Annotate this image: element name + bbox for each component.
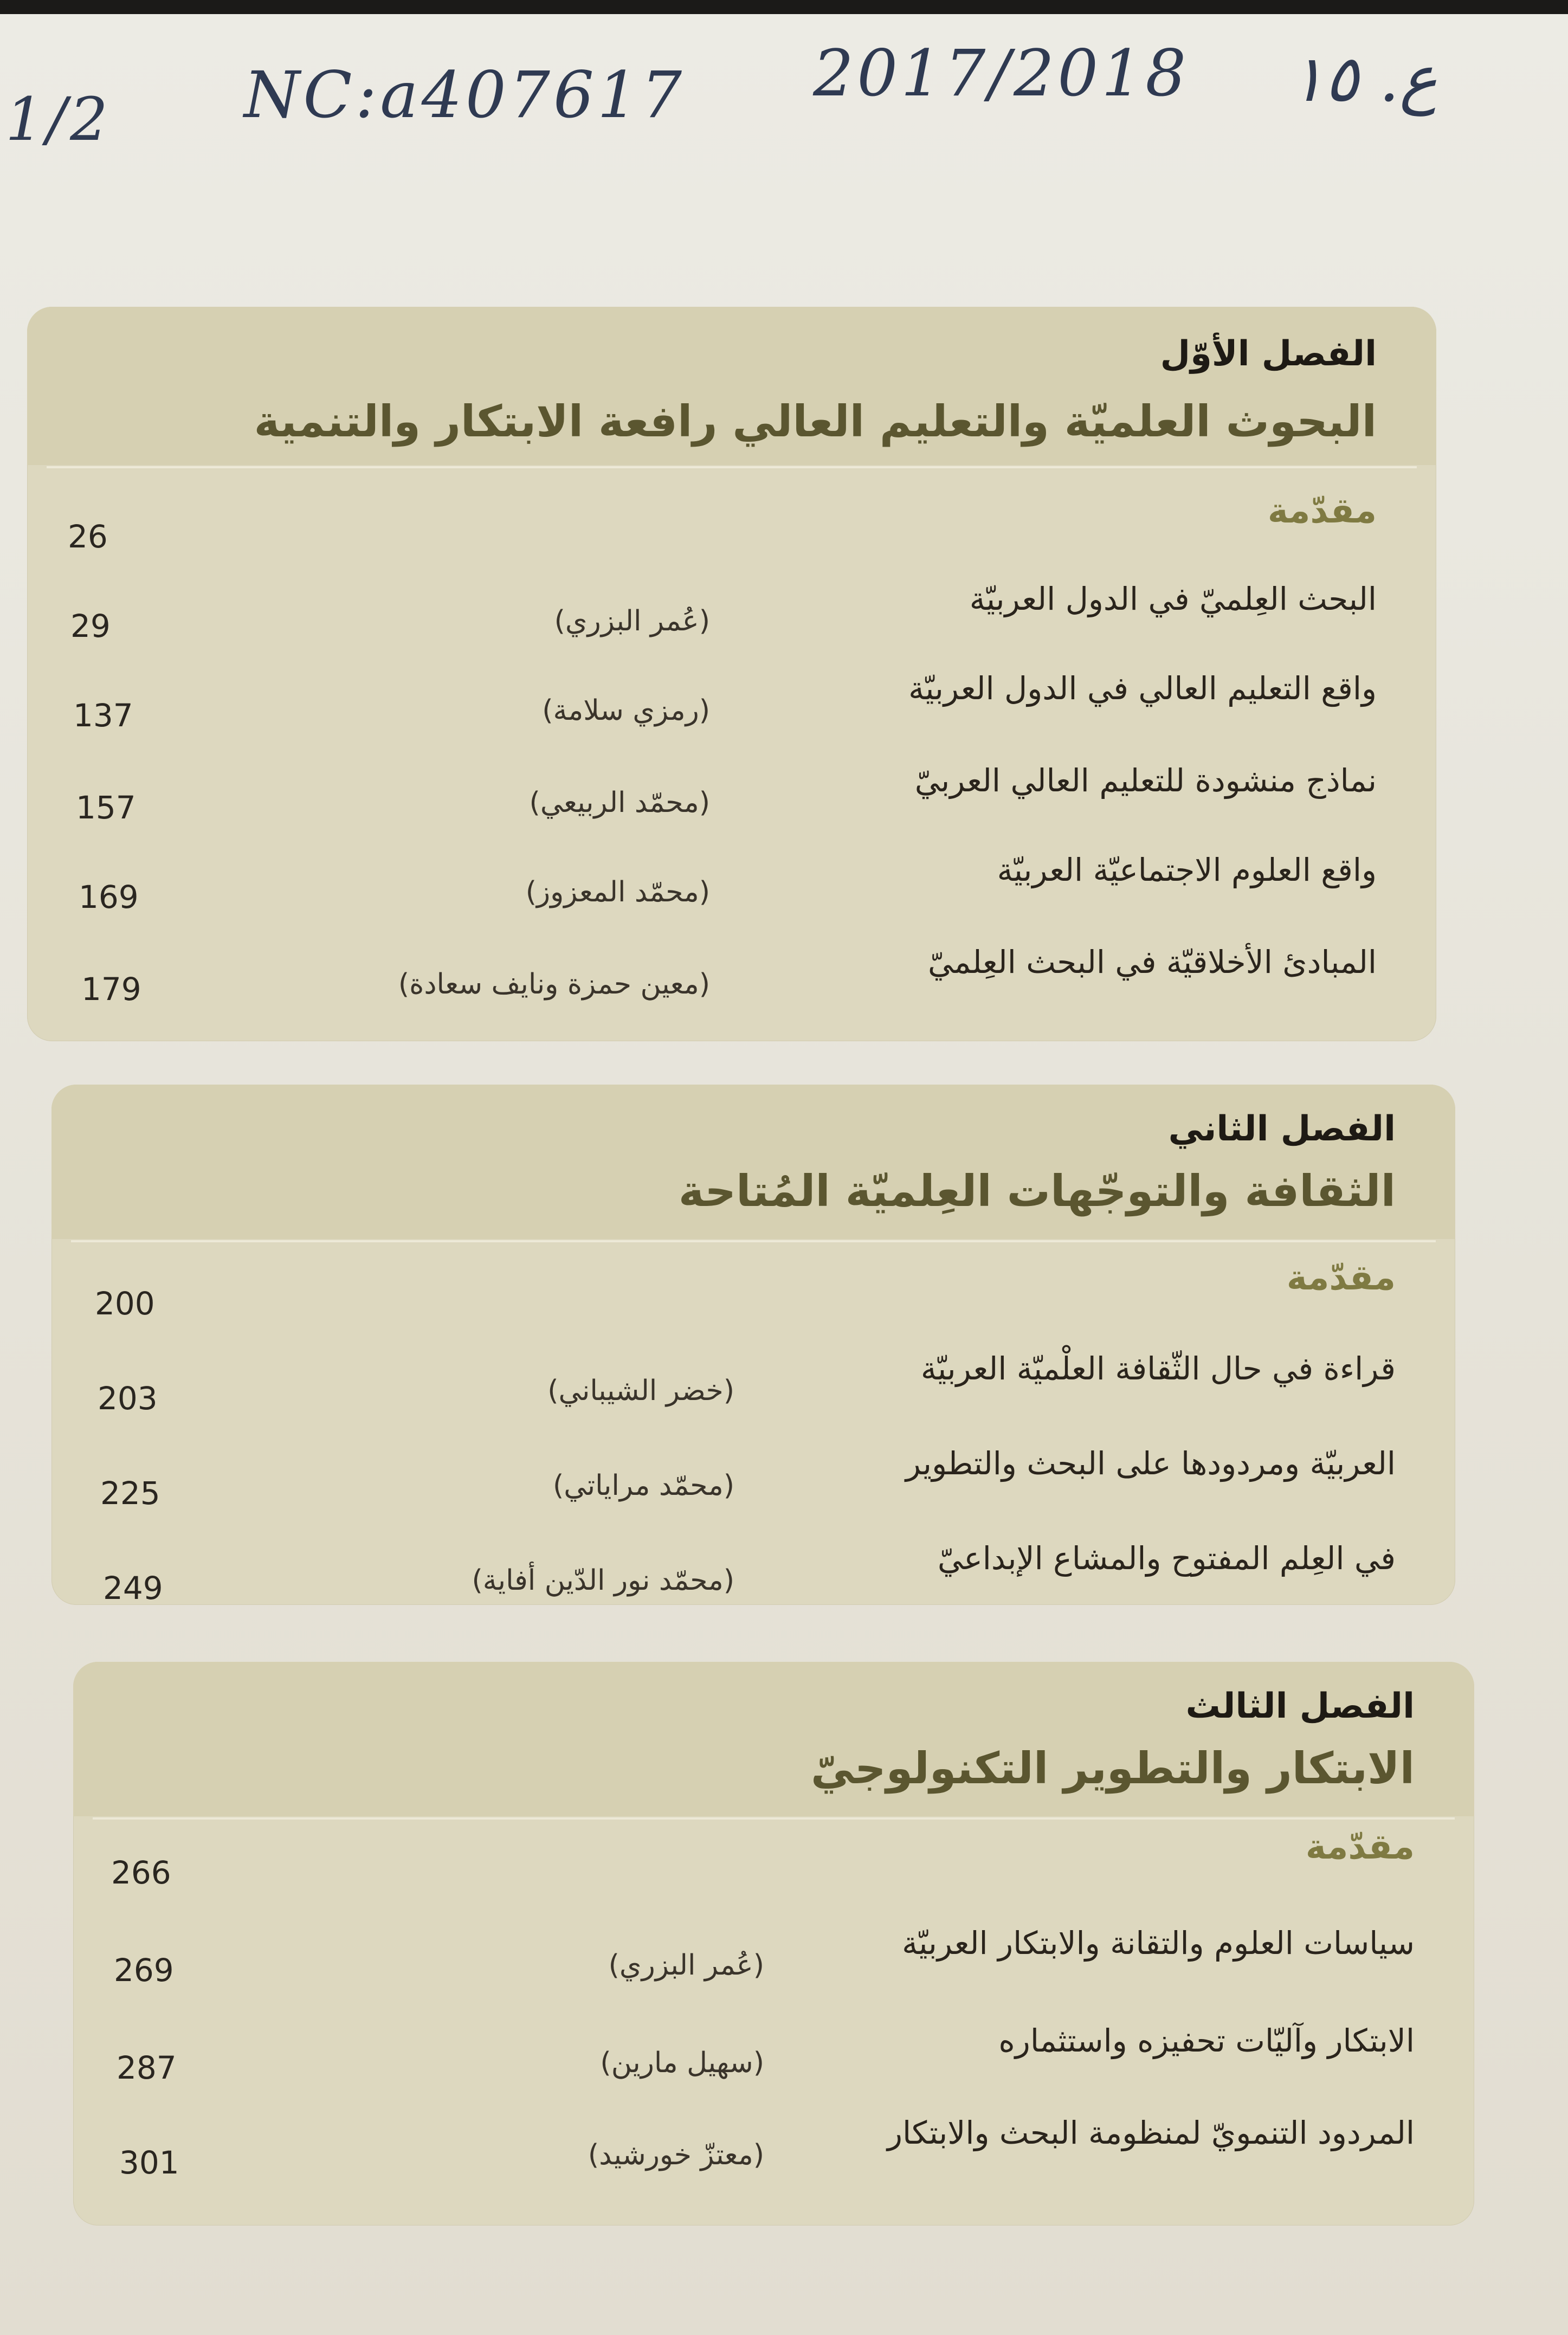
- chapter-title: الابتكار والتطوير التكنولوجيّ: [811, 1743, 1415, 1794]
- chapter-3-section: [73, 1662, 1474, 2226]
- toc-entry-title: واقع التعليم العالي في الدول العربيّة: [908, 670, 1377, 707]
- chapter-label: الفصل الأوّل: [1160, 334, 1377, 374]
- toc-entry-page: 157: [76, 789, 136, 826]
- toc-entry-title: العربيّة ومردودها على البحث والتطوير: [905, 1445, 1396, 1482]
- chapter-title: البحوث العلميّة والتعليم العالي رافعة الابتكار والتنمية: [254, 396, 1377, 447]
- toc-entry-page: 179: [81, 971, 141, 1008]
- toc-entry-title: الابتكار وآليّات تحفيزه واستثماره: [998, 2022, 1415, 2059]
- toc-entry-title: سياسات العلوم والتقانة والابتكار العربيّة: [902, 1925, 1415, 1962]
- handwritten-issue-code: ع. ١٥: [1290, 41, 1438, 116]
- toc-entry-page: 301: [119, 2144, 179, 2181]
- toc-entry-title: واقع العلوم الاجتماعيّة العربيّة: [997, 852, 1377, 888]
- toc-entry-author: (محمّد المعزوز): [525, 876, 710, 908]
- chapter-title: الثقافة والتوجّهات العِلميّة المُتاحة: [678, 1166, 1396, 1216]
- toc-entry-page: 269: [114, 1952, 174, 1989]
- toc-entry-title: في العِلم المفتوح والمشاع الإبداعيّ: [937, 1540, 1396, 1577]
- toc-entry-author: (محمّد مراياتي): [552, 1469, 734, 1502]
- toc-entry-page: 29: [70, 608, 111, 644]
- chapter-1-section: [27, 307, 1436, 1041]
- chapter-2-section: [51, 1085, 1455, 1605]
- handwritten-call-number: NC:a407617: [244, 57, 686, 132]
- intro-label: مقدّمة: [1267, 491, 1377, 531]
- intro-label: مقدّمة: [1305, 1827, 1415, 1867]
- toc-entry-author: (معين حمزة ونايف سعادة): [398, 968, 710, 1001]
- intro-page-number: 200: [95, 1285, 155, 1322]
- toc-entry-author: (سهيل مارين): [600, 2047, 764, 2079]
- toc-entry-title: نماذج منشودة للتعليم العالي العربيّ: [914, 762, 1377, 799]
- toc-entry-page: 203: [98, 1380, 158, 1417]
- handwritten-year: 2017/2018: [813, 36, 1190, 111]
- intro-label: مقدّمة: [1286, 1258, 1396, 1298]
- toc-entry-author: (محمّد نور الدّين أفاية): [472, 1564, 734, 1597]
- intro-page-number: 266: [111, 1854, 171, 1891]
- toc-entry-author: (عُمر البزري): [608, 1949, 764, 1982]
- toc-entry-title: قراءة في حال الثّقافة العلْميّة العربيّة: [920, 1350, 1396, 1387]
- toc-entry-title: البحث العِلميّ في الدول العربيّة: [969, 580, 1377, 617]
- handwritten-fraction: 1/2: [5, 85, 112, 154]
- toc-entry-page: 137: [73, 697, 133, 734]
- toc-entry-author: (خضر الشيباني): [547, 1375, 734, 1407]
- chapter-label: الفصل الثاني: [1168, 1109, 1396, 1149]
- chapter-label: الفصل الثالث: [1185, 1686, 1415, 1726]
- toc-entry-title: المردود التنمويّ لمنظومة البحث والابتكار: [887, 2114, 1415, 2151]
- divider: [71, 1240, 1436, 1242]
- toc-entry-author: (رمزي سلامة): [542, 694, 710, 727]
- toc-entry-author: (محمّد الربيعي): [529, 786, 710, 819]
- toc-entry-page: 249: [103, 1570, 163, 1607]
- top-dark-edge: [0, 0, 1568, 14]
- toc-entry-author: (معتزّ خورشيد): [588, 2139, 764, 2171]
- toc-entry-author: (عُمر البزري): [554, 605, 710, 637]
- toc-page: [0, 14, 1568, 2335]
- toc-entry-page: 287: [117, 2049, 177, 2086]
- divider: [93, 1817, 1455, 1820]
- toc-entry-title: المبادئ الأخلاقيّة في البحث العِلميّ: [927, 944, 1377, 981]
- intro-page-number: 26: [68, 518, 108, 555]
- toc-entry-page: 225: [100, 1475, 160, 1512]
- divider: [47, 466, 1417, 468]
- toc-entry-page: 169: [79, 879, 139, 915]
